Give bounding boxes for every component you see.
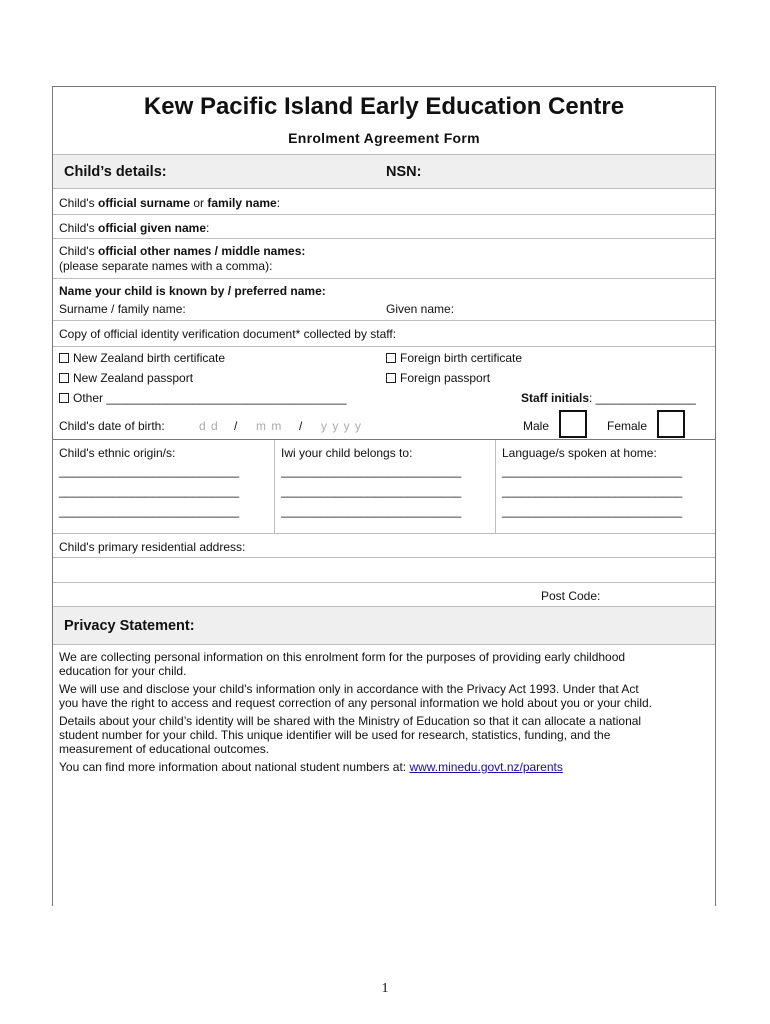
childs-details-heading: Child’s details: <box>64 164 167 180</box>
female-label: Female <box>607 419 648 433</box>
ethnic-line-2[interactable]: ___________________________ <box>59 484 240 498</box>
dob-month-input[interactable]: m m <box>256 419 283 433</box>
male-label: Male <box>523 419 550 433</box>
preferred-name-label: Name your child is known by / preferred name: <box>59 284 326 298</box>
privacy-body <box>53 644 715 907</box>
checkbox-icon <box>59 353 69 363</box>
column-divider <box>274 440 275 534</box>
column-divider <box>495 440 496 534</box>
address-line-row[interactable] <box>53 557 715 582</box>
origin-row <box>53 439 715 533</box>
given-name-label: Child's official given name: <box>59 221 210 235</box>
other-names-row[interactable] <box>53 238 715 278</box>
language-line-2[interactable]: ___________________________ <box>502 484 683 498</box>
privacy-header <box>53 606 715 644</box>
privacy-paragraph-4: You can find more information about national student numbers at: www.minedu.govt.nz/parents <box>59 760 563 774</box>
nsn-label: NSN: <box>386 164 422 180</box>
address-row[interactable] <box>53 533 715 557</box>
address-label: Child's primary residential address: <box>59 540 246 554</box>
other-names-label: Child's official other names / middle names: <box>59 244 306 258</box>
identity-doc-label: Copy of official identity verification document* collected by staff: <box>59 327 397 341</box>
form-title: Kew Pacific Island Early Education Centre <box>143 93 625 120</box>
checkbox-icon <box>386 373 396 383</box>
iwi-label: Iwi your child belongs to: <box>281 446 413 460</box>
ethnic-line-3[interactable]: ___________________________ <box>59 504 240 518</box>
other-names-note: (please separate names with a comma): <box>59 259 273 273</box>
iwi-line-2[interactable]: ___________________________ <box>281 484 462 498</box>
language-label: Language/s spoken at home: <box>502 446 657 460</box>
preferred-given-label: Given name: <box>386 302 455 316</box>
iwi-line-1[interactable]: ___________________________ <box>281 464 462 478</box>
language-line-1[interactable]: ___________________________ <box>502 464 683 478</box>
post-code-label: Post Code: <box>541 589 601 603</box>
privacy-heading: Privacy Statement: <box>64 618 195 634</box>
minedu-link[interactable]: www.minedu.govt.nz/parents <box>409 760 563 774</box>
surname-row[interactable] <box>53 188 715 214</box>
childs-details-header <box>53 154 715 188</box>
other-doc-checkbox[interactable]: Other ____________________________________ <box>59 391 347 405</box>
dob-label: Child's date of birth: <box>59 419 165 433</box>
identity-doc-row <box>53 320 715 346</box>
privacy-paragraph-3: Details about your child’s identity will be shared with the Ministry of Education so that it can allocate a national student number for your child. This unique identifier will be used for research, statistics, funding, and the measurement of educational outcomes. <box>59 714 642 756</box>
surname-label: Child's official surname or family name: <box>59 196 281 210</box>
given-name-row[interactable] <box>53 214 715 238</box>
identity-doc-options <box>53 346 715 416</box>
form-subtitle: Enrolment Agreement Form <box>288 130 480 146</box>
dob-separator: / <box>299 419 303 433</box>
staff-initials-field[interactable]: Staff initials: _______________ <box>521 391 696 405</box>
ethnic-line-1[interactable]: ___________________________ <box>59 464 240 478</box>
preferred-name-row[interactable] <box>53 278 715 320</box>
language-line-3[interactable]: ___________________________ <box>502 504 683 518</box>
privacy-paragraph-1: We are collecting personal information on this enrolment form for the purposes of providing early childhood education for your child. <box>59 650 626 678</box>
dob-row <box>53 411 715 439</box>
privacy-paragraph-2: We will use and disclose your child's information only in accordance with the Privacy Act 1993. Under that Act you have the right to access and request correction of any personal information we hold about you or your child. <box>59 682 653 710</box>
iwi-line-3[interactable]: ___________________________ <box>281 504 462 518</box>
female-checkbox[interactable] <box>657 410 685 438</box>
checkbox-icon <box>386 353 396 363</box>
page-number: 1 <box>381 981 389 996</box>
dob-separator: / <box>234 419 238 433</box>
foreign-passport-checkbox[interactable]: Foreign passport <box>386 371 490 385</box>
ethnic-origin-label: Child's ethnic origin/s: <box>59 446 176 460</box>
checkbox-icon <box>59 373 69 383</box>
preferred-surname-label: Surname / family name: <box>59 302 186 316</box>
nz-birth-cert-checkbox[interactable]: New Zealand birth certificate <box>59 351 225 365</box>
postcode-row[interactable] <box>53 582 715 606</box>
enrolment-form <box>52 86 716 906</box>
checkbox-icon <box>59 393 69 403</box>
dob-year-input[interactable]: y y y y <box>321 419 363 433</box>
foreign-birth-cert-checkbox[interactable]: Foreign birth certificate <box>386 351 522 365</box>
nz-passport-checkbox[interactable]: New Zealand passport <box>59 371 193 385</box>
dob-day-input[interactable]: d d <box>199 419 219 433</box>
male-checkbox[interactable] <box>559 410 587 438</box>
